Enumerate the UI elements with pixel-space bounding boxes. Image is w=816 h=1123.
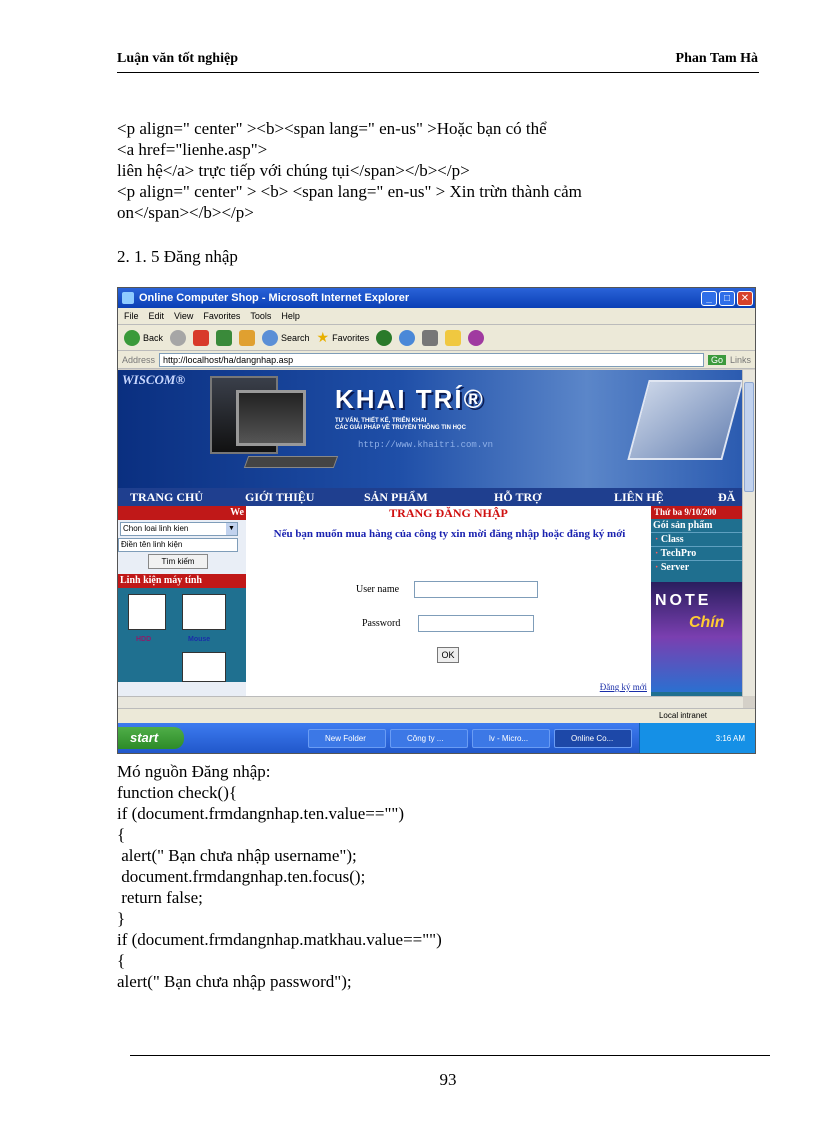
address-label: Address bbox=[122, 354, 156, 365]
nav-login[interactable]: ĐĂ bbox=[718, 489, 736, 504]
right-column bbox=[651, 506, 743, 696]
start-button[interactable]: start bbox=[118, 727, 184, 749]
minimize-icon[interactable]: _ bbox=[701, 291, 717, 306]
page-header-right: Phan Tam Hà bbox=[675, 51, 758, 66]
stop-icon[interactable] bbox=[193, 330, 209, 346]
scroll-thumb[interactable] bbox=[744, 382, 754, 492]
go-button[interactable]: Go bbox=[708, 355, 726, 365]
code-line: function check(){ bbox=[117, 783, 238, 802]
vertical-scrollbar[interactable] bbox=[742, 370, 755, 696]
history-icon[interactable] bbox=[376, 330, 392, 346]
menu-view[interactable]: View bbox=[174, 311, 194, 321]
ie-icon bbox=[122, 292, 134, 304]
package-techpro[interactable]: · TechPro bbox=[651, 546, 743, 560]
code-line: <p align=" center" > <b> <span lang=" en-us" > Xin trừn thành cảm bbox=[117, 182, 582, 201]
clock: 3:16 AM bbox=[715, 734, 745, 743]
menu-favorites[interactable]: Favorites bbox=[203, 311, 241, 321]
parts-section-bar: Linh kiện máy tính bbox=[118, 574, 246, 588]
site-url: http://www.khaitri.com.vn bbox=[358, 440, 494, 450]
back-icon bbox=[124, 330, 140, 346]
nav-products[interactable]: SẢN PHẨM bbox=[364, 489, 428, 504]
code-line: liên hệ</a> trực tiếp với chúng tụi</span></b></p> bbox=[117, 161, 470, 180]
code-line: <p align=" center" ><b><span lang=" en-us" >Hoặc bạn có thể bbox=[117, 119, 547, 138]
status-bar bbox=[118, 708, 756, 723]
packages-heading: Gói sản phẩm bbox=[653, 520, 713, 531]
username-label: User name bbox=[356, 584, 400, 595]
maximize-icon[interactable]: □ bbox=[719, 291, 735, 306]
zone-label: Local intranet bbox=[658, 711, 707, 720]
code-line: <a href="lienhe.asp"> bbox=[117, 140, 268, 159]
page-header-left: Luận văn tốt nghiệp bbox=[117, 51, 238, 66]
print-icon[interactable] bbox=[422, 330, 438, 346]
login-message: Nếu bạn muốn mua hàng của công ty xin mời đăng nhập hoặc đăng ký mới bbox=[273, 528, 626, 540]
header-rule bbox=[117, 72, 759, 73]
nav-about[interactable]: GIỚI THIỆU bbox=[245, 489, 315, 504]
menu-edit[interactable]: Edit bbox=[148, 311, 165, 321]
code-block-top bbox=[117, 118, 697, 223]
chevron-down-icon: ▼ bbox=[226, 523, 237, 535]
device-image[interactable] bbox=[182, 652, 226, 682]
notebook-ad[interactable] bbox=[651, 582, 743, 692]
laptop-image bbox=[627, 380, 743, 460]
address-bar bbox=[118, 351, 755, 369]
search-button-site[interactable]: Tìm kiếm bbox=[148, 554, 208, 569]
hdd-label[interactable]: HDD bbox=[136, 636, 152, 643]
login-title: TRANG ĐĂNG NHẬP bbox=[389, 506, 508, 520]
part-type-select[interactable]: Chon loai linh kien ▼ bbox=[120, 522, 238, 536]
login-panel bbox=[246, 506, 651, 696]
close-icon[interactable]: ✕ bbox=[737, 291, 753, 306]
window-titlebar bbox=[118, 288, 755, 308]
messenger-icon[interactable] bbox=[468, 330, 484, 346]
mouse-image[interactable] bbox=[182, 594, 226, 630]
page-number: 93 bbox=[439, 1070, 457, 1089]
site-nav bbox=[118, 488, 743, 506]
menu-help[interactable]: Help bbox=[281, 311, 300, 321]
menu-bar bbox=[118, 308, 755, 325]
task-cong-ty[interactable]: Công ty ... bbox=[390, 729, 468, 748]
back-button[interactable]: Back bbox=[124, 330, 163, 346]
address-input[interactable]: http://localhost/ha/dangnhap.asp bbox=[159, 353, 704, 367]
web-viewport bbox=[118, 370, 743, 696]
part-name-input[interactable]: Điền tên linh kiện bbox=[118, 538, 238, 552]
code-line: if (document.frmdangnhap.matkhau.value=="") bbox=[117, 930, 442, 949]
mail-icon[interactable] bbox=[399, 330, 415, 346]
code-block-bottom bbox=[117, 782, 697, 992]
nav-support[interactable]: HỖ TRỢ bbox=[494, 489, 542, 504]
mouse-label[interactable]: Mouse bbox=[188, 636, 211, 643]
code-line: if (document.frmdangnhap.ten.value=="") bbox=[117, 804, 405, 823]
horizontal-scrollbar[interactable] bbox=[118, 696, 743, 708]
date-bar: Thứ ba 9/10/200 bbox=[651, 506, 743, 519]
task-online-co[interactable]: Online Co... bbox=[554, 729, 632, 748]
favorites-button[interactable]: ★ Favorites bbox=[316, 329, 370, 345]
footer-rule bbox=[130, 1055, 770, 1056]
nav-home[interactable]: TRANG CHỦ bbox=[130, 489, 204, 504]
keyboard-image bbox=[244, 456, 338, 468]
monitor-image bbox=[236, 390, 306, 446]
search-button[interactable]: Search bbox=[262, 330, 310, 346]
source-caption: Mó nguồn Đăng nhập: bbox=[117, 762, 271, 781]
forward-icon[interactable] bbox=[170, 330, 186, 346]
package-server[interactable]: · Server bbox=[651, 560, 743, 574]
section-heading: 2. 1. 5 Đăng nhập bbox=[117, 247, 238, 266]
links-button[interactable]: Links bbox=[729, 354, 751, 365]
left-column bbox=[118, 506, 246, 696]
code-line: document.frmdangnhap.ten.focus(); bbox=[117, 867, 366, 886]
taskbar bbox=[118, 723, 756, 754]
toolbar bbox=[118, 325, 755, 351]
ad-text-1: NOTE bbox=[655, 592, 712, 609]
site-banner bbox=[118, 370, 743, 488]
welcome-bar: We bbox=[118, 506, 246, 520]
register-link[interactable]: Đăng ký mới bbox=[599, 682, 647, 692]
search-icon bbox=[262, 330, 278, 346]
star-icon: ★ bbox=[316, 329, 330, 345]
parts-thumbnails bbox=[118, 588, 246, 682]
package-class[interactable]: · Class bbox=[651, 532, 743, 546]
code-line: { bbox=[117, 825, 126, 844]
task-lv[interactable]: lv - Micro... bbox=[472, 729, 550, 748]
refresh-icon[interactable] bbox=[216, 330, 232, 346]
brand-tagline: TƯ VẤN, THIẾT KẾ, TRIỂN KHAI CÁC GIẢI PHÁP VỀ TRUYỀN THÔNG TIN HỌC bbox=[335, 418, 466, 431]
folder-icon[interactable] bbox=[445, 330, 461, 346]
code-line: on</span></b></p> bbox=[117, 203, 254, 222]
task-new-folder[interactable]: New Folder bbox=[308, 729, 386, 748]
menu-tools[interactable]: Tools bbox=[250, 311, 272, 321]
system-tray bbox=[639, 723, 756, 754]
ad-text-2: Chín bbox=[689, 614, 725, 631]
brand-name: KHAI TRÍ® bbox=[335, 384, 485, 414]
code-line: { bbox=[117, 951, 126, 970]
hdd-image[interactable] bbox=[128, 594, 166, 630]
wiscom-logo: WISCOM® bbox=[122, 372, 186, 387]
ok-button[interactable]: OK bbox=[437, 647, 459, 663]
code-line: return false; bbox=[117, 888, 203, 907]
code-line: } bbox=[117, 909, 126, 928]
code-line: alert(" Bạn chưa nhập password"); bbox=[117, 972, 352, 991]
home-icon[interactable] bbox=[239, 330, 255, 346]
password-input[interactable] bbox=[418, 615, 534, 632]
password-label: Password bbox=[362, 618, 401, 629]
username-input[interactable] bbox=[414, 581, 538, 598]
code-line: alert(" Bạn chưa nhập username"); bbox=[117, 846, 357, 865]
nav-contact[interactable]: LIÊN HỆ bbox=[614, 489, 664, 504]
menu-file[interactable]: File bbox=[124, 311, 139, 321]
window-title: Online Computer Shop - Microsoft Internet Explorer bbox=[139, 292, 410, 304]
browser-screenshot bbox=[117, 287, 756, 754]
